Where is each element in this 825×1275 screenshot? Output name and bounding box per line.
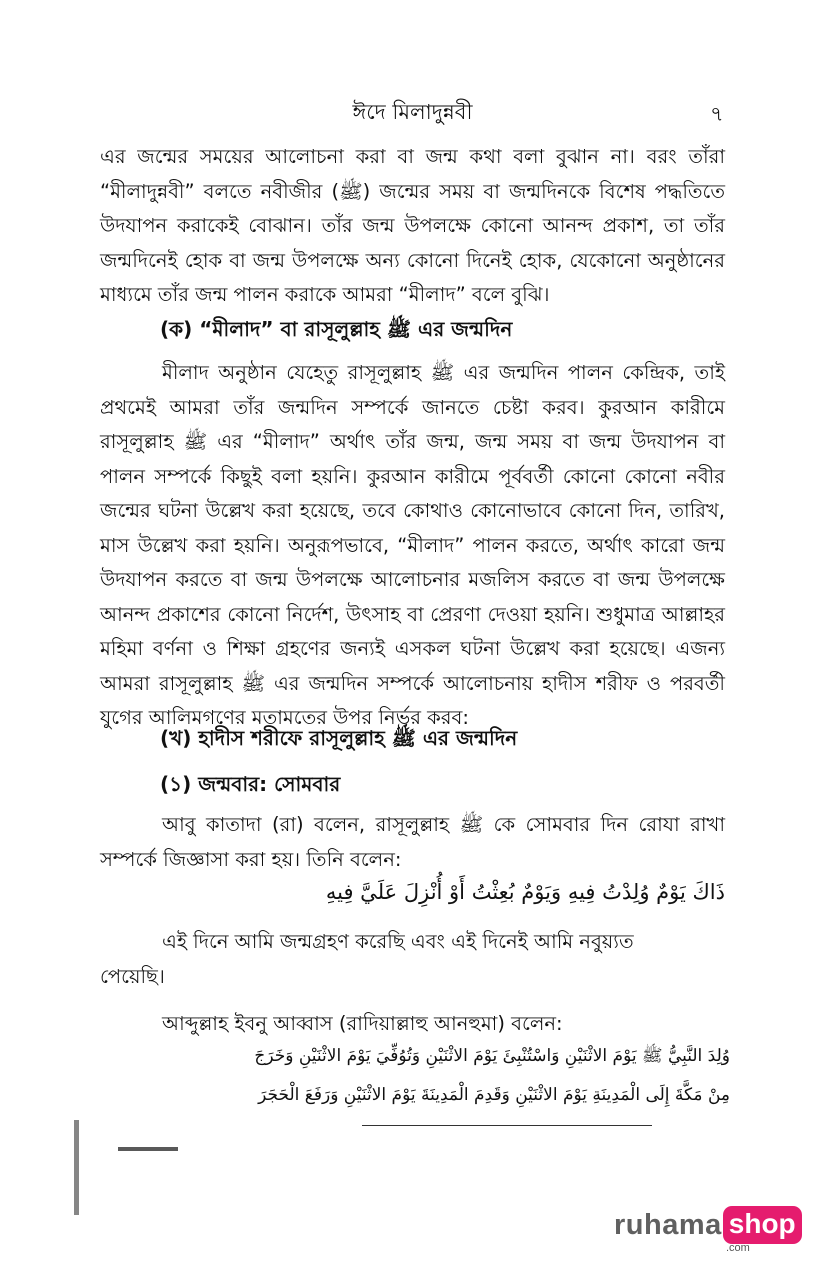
arabic-ibn-abbas-line-2: مِنْ مَكَّةَ إِلَى الْمَدِينَةِ يَوْمَ الاثْنَيْنِ وَقَدِمَ الْمَدِينَةَ يَوْمَ الاثْنَيْنِ وَرَفَعَ الْحَجَرَ xyxy=(258,1085,730,1105)
arabic-hadith-quote: ذَاكَ يَوْمٌ وُلِدْتُ فِيهِ وَيَوْمٌ بُعِثْتُ أَوْ أُنْزِلَ عَلَيَّ فِيهِ xyxy=(325,880,725,904)
section-ka-paragraph xyxy=(100,356,725,736)
scan-edge-mark xyxy=(74,1120,79,1215)
section-kha-heading: (খ) হাদীস শরীফে রাসূলুল্লাহ ﷺ এর জন্মদিন xyxy=(160,726,518,750)
translation-paragraph xyxy=(100,925,725,994)
ibn-abbas-paragraph xyxy=(100,1007,725,1042)
scan-smudge-mark xyxy=(118,1147,178,1151)
logo-badge: shop xyxy=(723,1206,802,1244)
footnote-rule xyxy=(362,1125,652,1126)
subsection-1-heading: (১) জন্মবার: সোমবার xyxy=(160,772,341,796)
arabic-ibn-abbas-line-1: وُلِدَ النَّبِيُّ ﷺ يَوْمَ الاثْنَيْنِ وَاسْتُنْبِئَ يَوْمَ الاثْنَيْنِ وَتُوُفِّيَ يَوْمَ الاثْنَيْنِ وَخَرَجَ xyxy=(254,1046,730,1066)
logo-word: ruhama xyxy=(614,1208,722,1241)
translation-line-2: পেয়েছি। xyxy=(100,964,165,988)
page-number: ৭ xyxy=(710,102,724,126)
translation-line-1: এই দিনে আমি জন্মগ্রহণ করেছি এবং এই দিনেই আমি নবুয়্যত xyxy=(162,930,634,953)
running-title: ঈদে মিলাদুন্নবী xyxy=(352,100,473,124)
abu-qatada-paragraph xyxy=(100,808,725,877)
ruhamashop-logo xyxy=(614,1203,802,1254)
intro-text: এর জন্মের সময়ের আলোচনা করা বা জন্ম কথা বলা বুঝান না। বরং তাঁরা “মীলাদুন্নবী” বলতে নবীজীর (ﷺ) জন্মের সময় বা জন্মদিনকে বিশেষ পদ্ধতিতে উদযাপন করাকেই বোঝান। তাঁর জন্ম উপলক্ষে কোনো আনন্দ প্রকাশ, তা তাঁর জন্মদিনেই হোক বা জন্ম উপলক্ষে অন্য কোনো দিনেই হোক, যেকোনো অনুষ্ঠানের মাধ্যমে তাঁর জন্ম পালন করাকে আমরা “মীলাদ” বলে বুঝি। xyxy=(100,145,726,306)
section-ka-text: মীলাদ অনুষ্ঠান যেহেতু রাসূলুল্লাহ ﷺ এর জন্মদিন পালন কেন্দ্রিক, তাই প্রথমেই আমরা তাঁর জন্মদিন সম্পর্কে জানতে চেষ্টা করব। কুরআন কারীমে রাসূলুল্লাহ ﷺ এর “মীলাদ” অর্থাৎ তাঁর জন্ম, জন্ম সময় বা জন্ম উদযাপন বা পালন সম্পর্কে কিছুই বলা হয়নি। কুরআন কারীমে পূর্ববর্তী কোনো কোনো নবীর জন্মের ঘটনা উল্লেখ করা হয়েছে, তবে কোথাও কোনোভাবে কোনো দিন, তারিখ, মাস উল্লেখ করা হয়নি। অনুরূপভাবে, “মীলাদ” পালন করতে, অর্থাৎ কারো জন্ম উদযাপন করতে বা জন্ম উপলক্ষে আলোচনার মজলিস করতে বা জন্ম উপলক্ষে আনন্দ প্রকাশের কোনো নির্দেশ, উৎসাহ বা প্রেরণা দেওয়া হয়নি। শুধুমাত্র আল্লাহর মহিমা বর্ণনা ও শিক্ষা গ্রহণের জন্যই এসকল ঘটনা উল্লেখ করা হয়েছে। এজন্য আমরা রাসূলুল্লাহ ﷺ এর জন্মদিন সম্পর্কে আলোচনায় হাদীস শরীফ ও পরবর্তী যুগের আলিমগণের মতামতের উপর নির্ভর করব: xyxy=(100,361,725,729)
ibn-abbas-intro: আব্দুল্লাহ ইবনু আব্বাস (রাদিয়াল্লাহু আনহুমা) বলেন: xyxy=(162,1012,563,1035)
abu-qatada-text: আবু কাতাদা (রা) বলেন, রাসূলুল্লাহ ﷺ কে সোমবার দিন রোযা রাখা সম্পর্কে জিজ্ঞাসা করা হয়। তিনি বলেন: xyxy=(100,813,725,871)
logo-suffix: .com xyxy=(726,1242,750,1254)
intro-paragraph xyxy=(100,140,725,313)
section-ka-heading: (ক) “মীলাদ” বা রাসূলুল্লাহ ﷺ এর জন্মদিন xyxy=(160,317,513,341)
